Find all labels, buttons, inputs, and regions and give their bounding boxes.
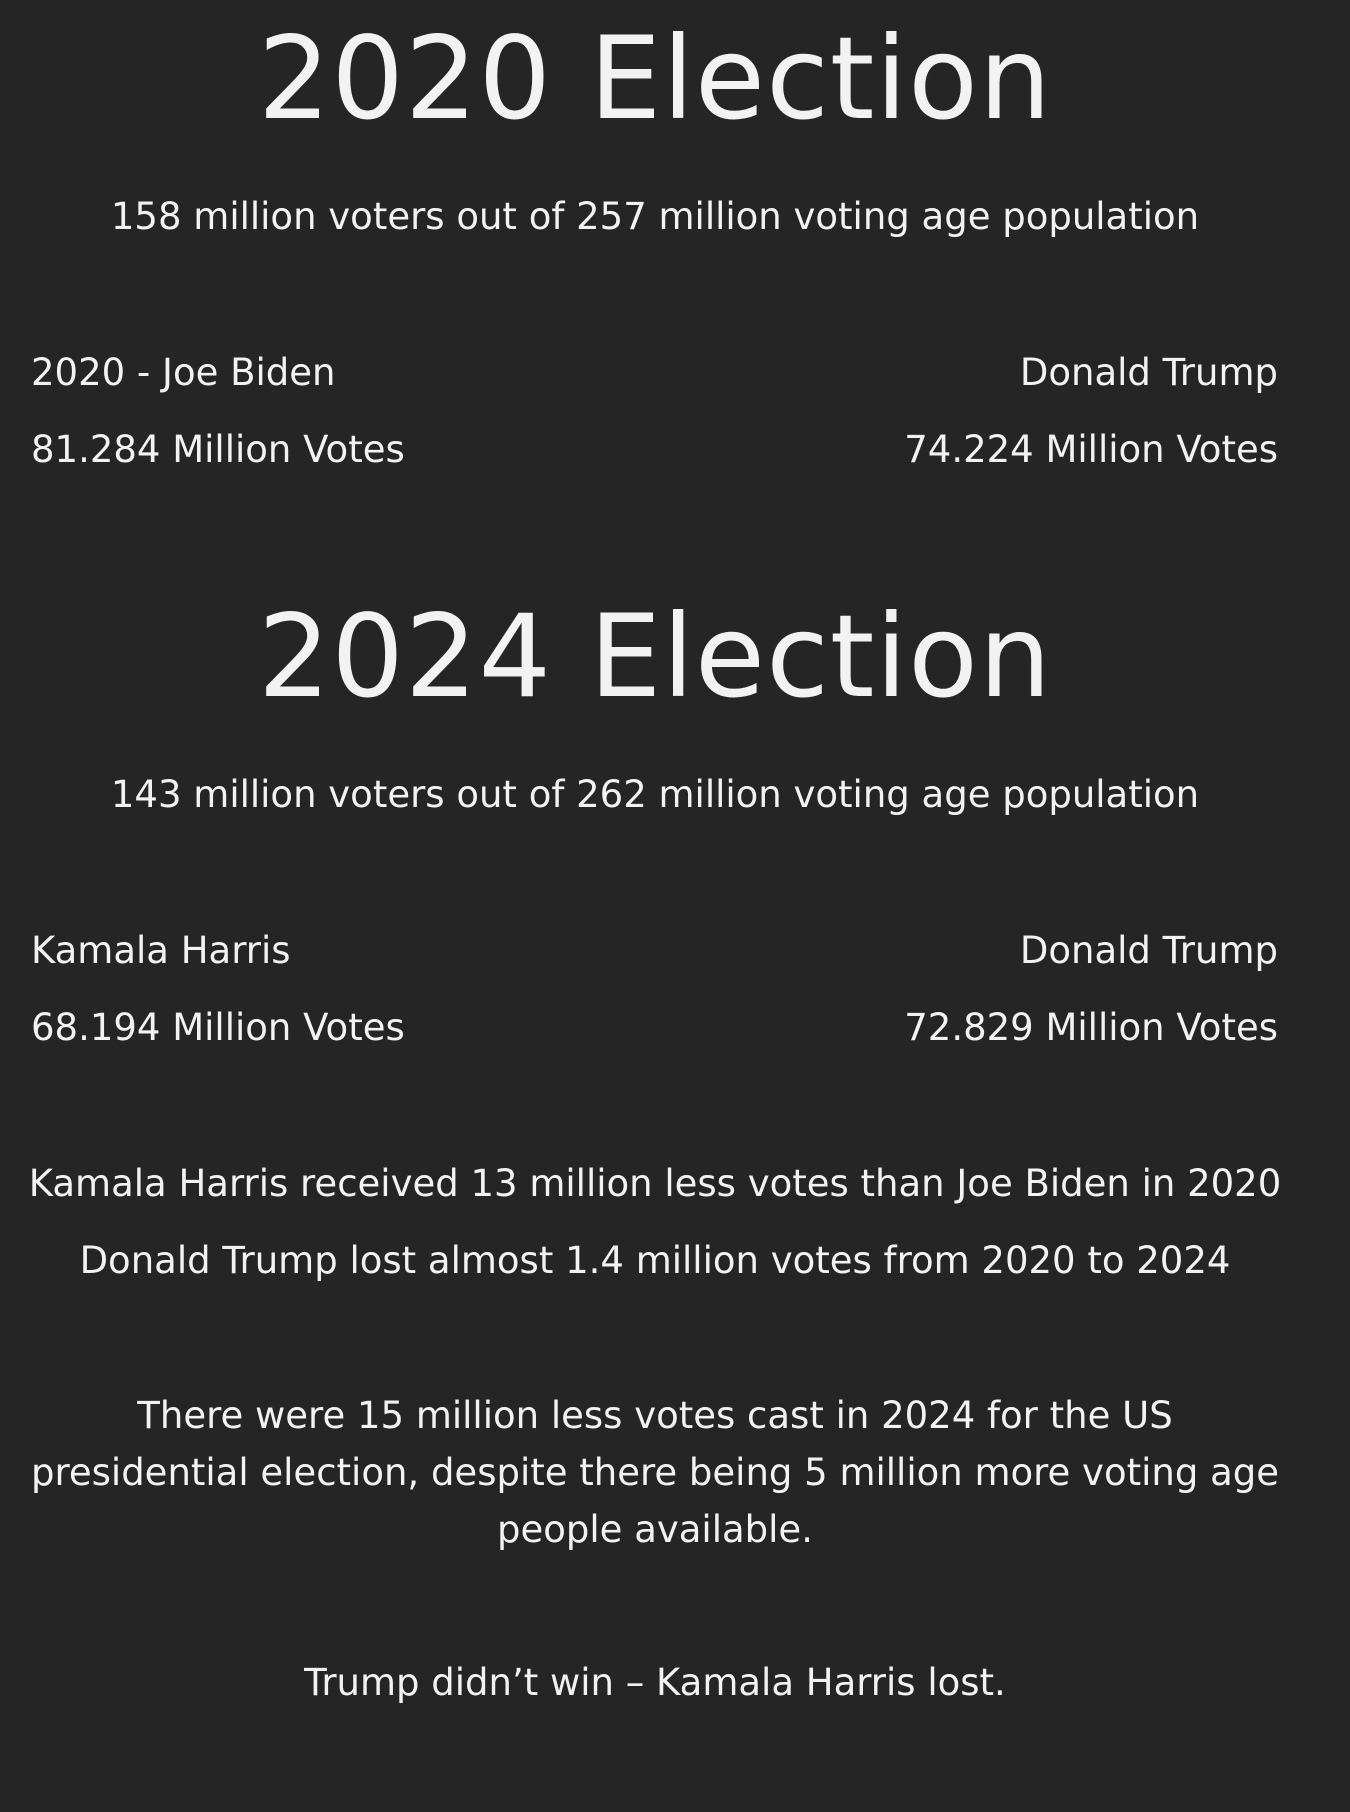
comparison-line-2: Donald Trump lost almost 1.4 million votes from 2020 to 2024 — [79, 1239, 1231, 1282]
election-2020-summary: 158 million voters out of 257 million voting age population — [110, 195, 1200, 238]
election-2024-left-candidate: Kamala Harris — [31, 929, 291, 972]
conclusion-text: Trump didn’t win – Kamala Harris lost. — [304, 1661, 1006, 1704]
election-2024-summary: 143 million voters out of 262 million voting age population — [110, 773, 1200, 816]
election-2024-title: 2024 Election — [257, 590, 1053, 723]
election-2020-title: 2020 Election — [257, 12, 1053, 145]
comparison-line-1: Kamala Harris received 13 million less votes than Joe Biden in 2020 — [28, 1162, 1282, 1205]
election-2020-left-votes: 81.284 Million Votes — [31, 428, 405, 471]
election-2024-left-votes: 68.194 Million Votes — [31, 1006, 405, 1049]
election-2024-right-votes: 72.829 Million Votes — [904, 1006, 1278, 1049]
election-2020-right-votes: 74.224 Million Votes — [904, 428, 1278, 471]
election-2024-right-candidate: Donald Trump — [1019, 929, 1278, 972]
turnout-note-paragraph: There were 15 million less votes cast in 2024 for the US presidential election, despite there being 5 million more voting age people available. — [30, 1394, 1279, 1551]
election-2020-left-candidate: 2020 - Joe Biden — [31, 351, 336, 394]
election-2020-right-candidate: Donald Trump — [1019, 351, 1278, 394]
